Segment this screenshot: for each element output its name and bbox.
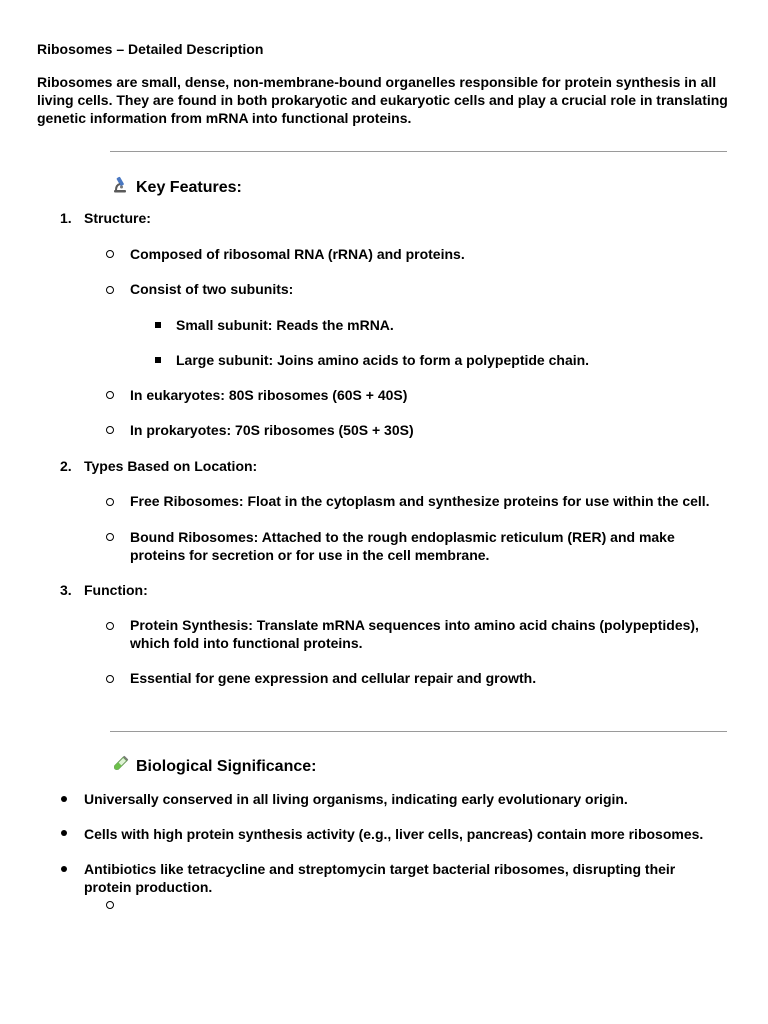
list-number-3: 3. — [60, 582, 72, 598]
intro-paragraph: Ribosomes are small, dense, non-membrane-bound organelles responsible for protein synthesis in all living cells. They are found in both prokaryotic and eukaryotic cells and play a crucial role in translating genetic information from mRNA into functional proteins. — [37, 74, 728, 126]
list-item: Composed of ribosomal RNA (rRNA) and proteins. — [130, 246, 465, 262]
square-bullet — [155, 322, 161, 328]
list-item: Large subunit: Joins amino acids to form a polypeptide chain. — [176, 352, 590, 368]
key-features-heading-text: Key Features: — [136, 179, 242, 196]
feature-types-label: Types Based on Location: — [84, 458, 258, 474]
circle-bullet — [106, 533, 114, 541]
circle-bullet — [106, 286, 114, 294]
list-item: Protein Synthesis: Translate mRNA sequences into amino acid chains (polypeptides), which fold into functional proteins. — [130, 617, 699, 651]
list-number-2: 2. — [60, 458, 72, 474]
list-item: Essential for gene expression and cellular repair and growth. — [130, 670, 537, 686]
feature-structure-label: Structure: — [84, 210, 151, 226]
list-item: Small subunit: Reads the mRNA. — [176, 317, 394, 333]
list-item: Free Ribosomes: Float in the cytoplasm and synthesize proteins for use within the cell. — [130, 493, 710, 509]
list-item: Bound Ribosomes: Attached to the rough endoplasmic reticulum (RER) and make proteins for secretion or for use in the cell membrane. — [130, 529, 675, 563]
list-item: Antibiotics like tetracycline and streptomycin target bacterial ribosomes, disrupting their protein production. — [84, 861, 676, 895]
bullet-dot — [61, 796, 67, 802]
empty-circle-bullet — [106, 901, 114, 909]
bullet-dot — [61, 866, 67, 872]
square-bullet — [155, 357, 161, 363]
divider-2 — [110, 731, 727, 732]
circle-bullet — [106, 391, 114, 399]
circle-bullet — [106, 675, 114, 683]
divider-1 — [110, 151, 727, 152]
test-tube-icon — [110, 754, 130, 780]
microscope-icon — [110, 175, 130, 201]
document-title: Ribosomes – Detailed Description — [37, 41, 264, 57]
feature-function-label: Function: — [84, 582, 148, 598]
circle-bullet — [106, 250, 114, 258]
circle-bullet — [106, 622, 114, 630]
list-number-1: 1. — [60, 210, 72, 226]
significance-heading — [110, 754, 316, 780]
bullet-dot — [61, 830, 67, 836]
list-item: Universally conserved in all living organisms, indicating early evolutionary origin. — [84, 791, 628, 807]
list-item: Consist of two subunits: — [130, 281, 294, 297]
circle-bullet — [106, 498, 114, 506]
list-item: Cells with high protein synthesis activity (e.g., liver cells, pancreas) contain more ribosomes. — [84, 826, 704, 842]
significance-heading-text: Biological Significance: — [136, 758, 317, 775]
list-item: In eukaryotes: 80S ribosomes (60S + 40S) — [130, 387, 408, 403]
key-features-heading — [110, 175, 242, 201]
circle-bullet — [106, 426, 114, 434]
list-item: In prokaryotes: 70S ribosomes (50S + 30S) — [130, 422, 414, 438]
